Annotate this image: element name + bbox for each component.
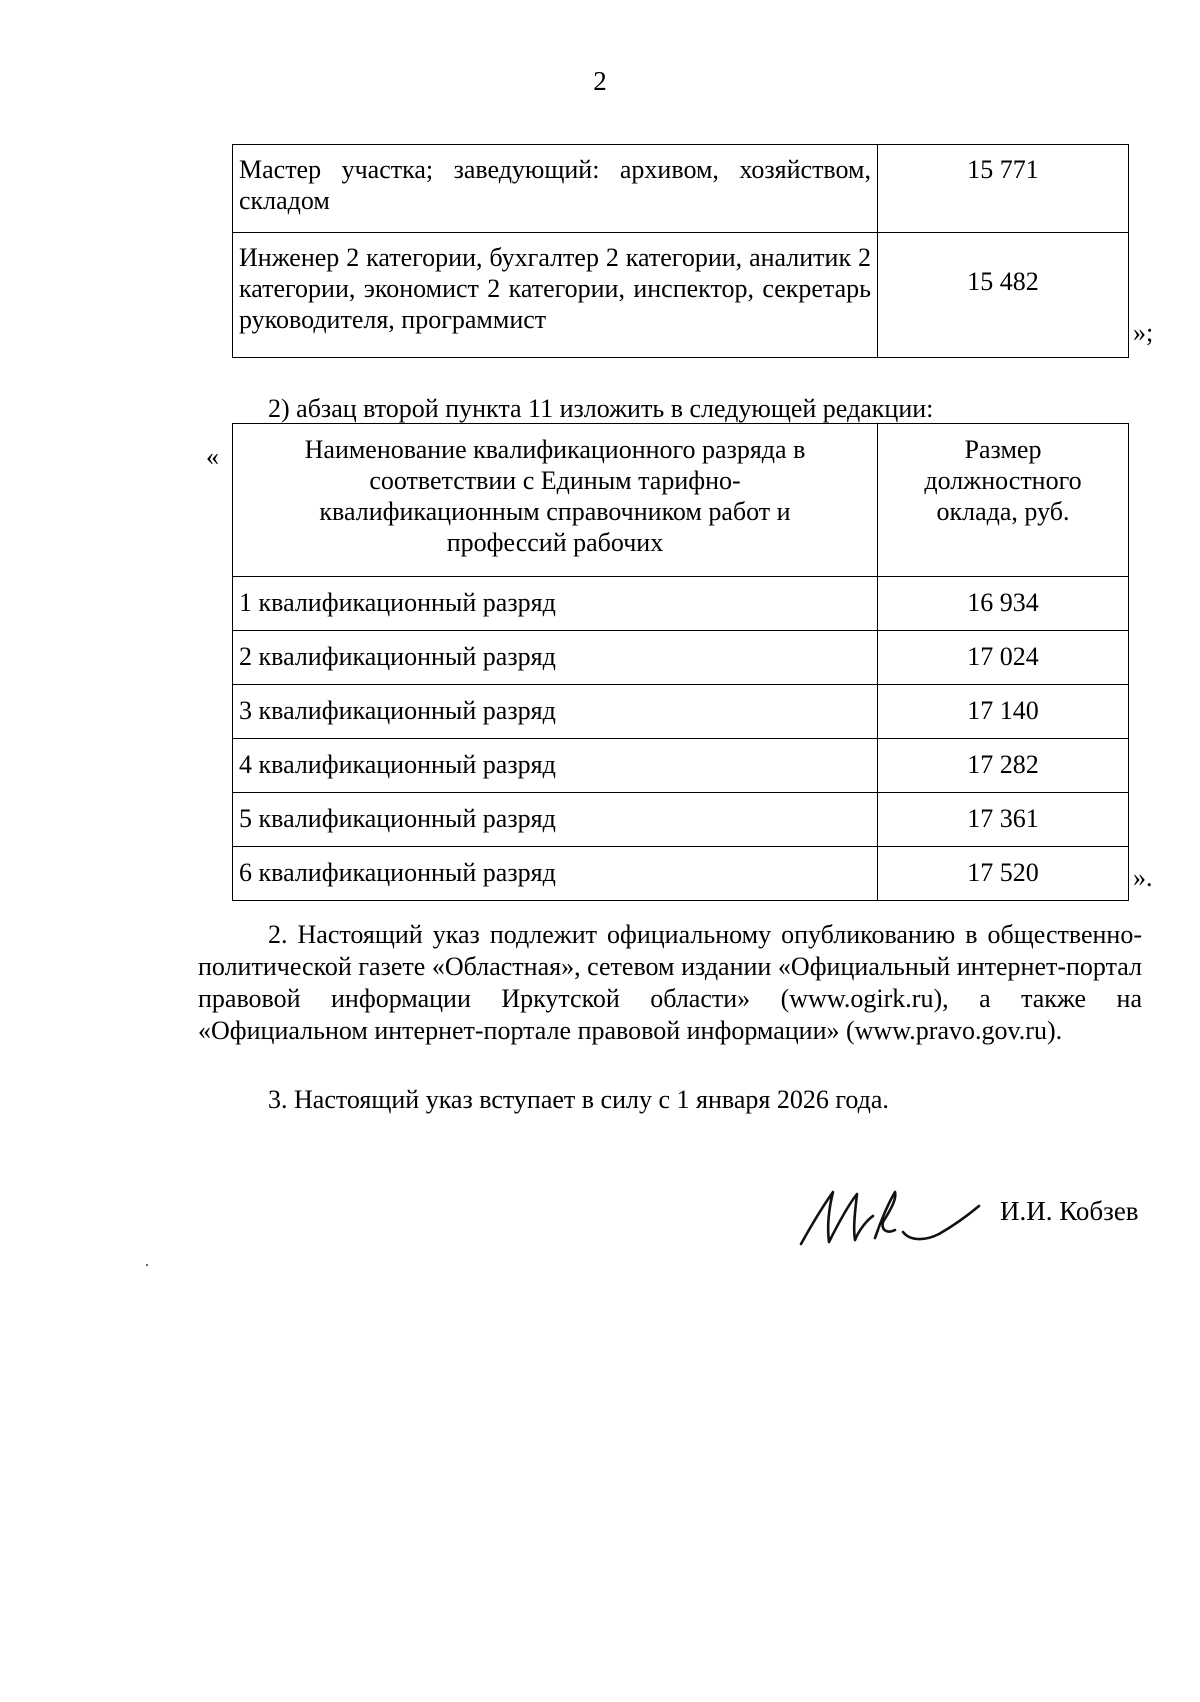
scan-dot — [146, 1264, 148, 1266]
grade-name: 2 квалификационный разряд — [233, 631, 878, 685]
table-row — [233, 739, 1129, 793]
grade-name: 1 квалификационный разряд — [233, 577, 878, 631]
effective-date-paragraph: 3. Настоящий указ вступает в силу с 1 января 2026 года. — [268, 1085, 889, 1114]
salary-value: 17 520 — [878, 847, 1129, 901]
salary-value: 17 140 — [878, 685, 1129, 739]
signer-name: И.И. Кобзев — [1000, 1196, 1139, 1226]
salary-value: 17 282 — [878, 739, 1129, 793]
table-row — [233, 685, 1129, 739]
salary-value: 15 771 — [878, 145, 1129, 233]
salary-value: 17 024 — [878, 631, 1129, 685]
opening-quote: « — [206, 442, 219, 471]
grade-name: 6 квалификационный разряд — [233, 847, 878, 901]
salary-table-grades — [232, 423, 1129, 901]
table-row — [233, 631, 1129, 685]
position-name: Мастер участка; заведующий: архивом, хозяйством, складом — [233, 145, 878, 233]
salary-value: 16 934 — [878, 577, 1129, 631]
grade-name: 3 квалификационный разряд — [233, 685, 878, 739]
closing-quote: »; — [1133, 318, 1154, 347]
amendment-intro: 2) абзац второй пункта 11 изложить в следующей редакции: — [268, 394, 934, 423]
salary-value: 15 482 — [878, 233, 1129, 358]
salary-value: 17 361 — [878, 793, 1129, 847]
grade-name: 4 квалификационный разряд — [233, 739, 878, 793]
salary-table-positions — [232, 144, 1129, 358]
column-header-grade: Наименование квалификационного разряда в соответствии с Единым тарифно-квалификационным справочником работ и профессий рабочих — [233, 424, 878, 577]
table-header-row — [233, 424, 1129, 577]
publication-paragraph: 2. Настоящий указ подлежит официальному опубликованию в общественно-политической газете «Областная», сетевом издании «Официальный интернет-портал правовой информации Иркутской области» (www.ogirk.ru), а также на «Официальном интернет-портале правовой информации» (www.pravo.gov.ru). — [198, 920, 1142, 1045]
position-name: Инженер 2 категории, бухгалтер 2 категории, аналитик 2 категории, экономист 2 категории, инспектор, секретарь руководителя, программист — [233, 233, 878, 358]
table-row — [233, 793, 1129, 847]
handwritten-signature — [797, 1186, 982, 1250]
table-row — [233, 233, 1129, 358]
table-row — [233, 847, 1129, 901]
grade-name: 5 квалификационный разряд — [233, 793, 878, 847]
table-row — [233, 145, 1129, 233]
page-number: 2 — [593, 66, 607, 96]
table-row — [233, 577, 1129, 631]
column-header-salary: Размер должностного оклада, руб. — [878, 424, 1129, 577]
closing-quote: ». — [1133, 863, 1153, 892]
